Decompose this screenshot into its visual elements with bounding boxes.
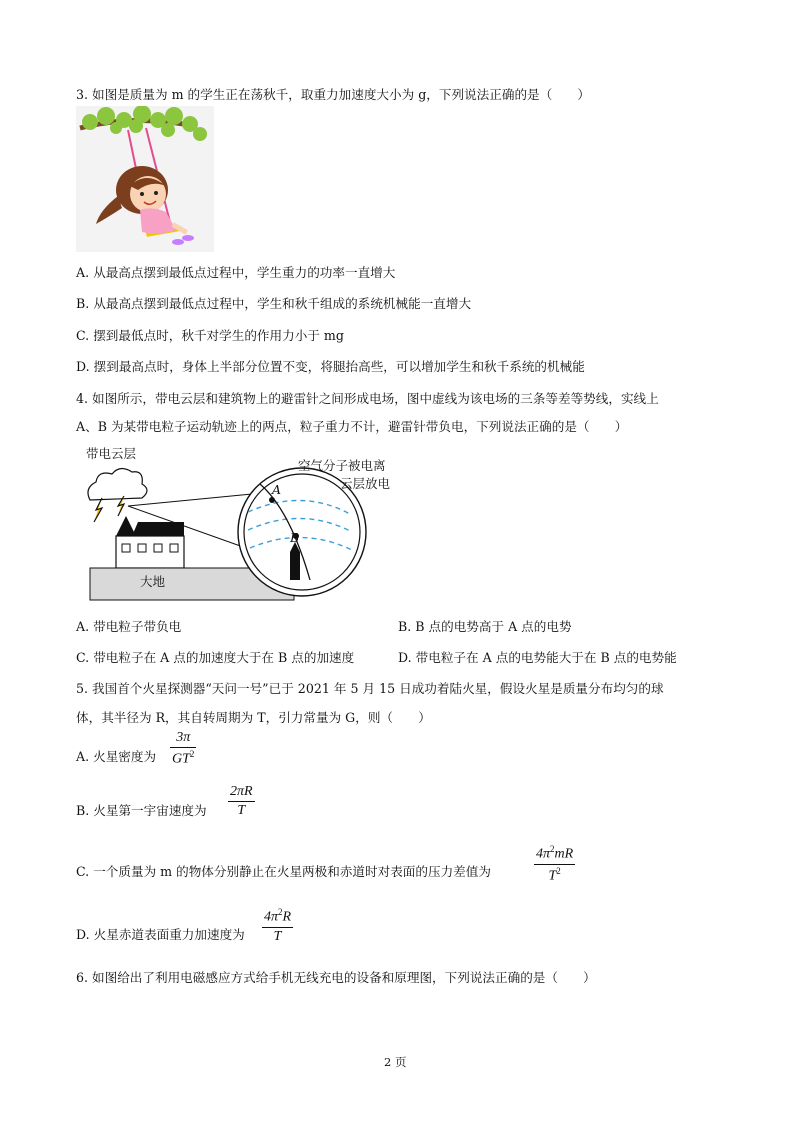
q5-option-a-text: A. 火星密度为 xyxy=(76,749,157,764)
swing-illustration xyxy=(76,106,214,252)
q5-option-c-fraction xyxy=(534,844,575,884)
q5-c-sup-den: 2 xyxy=(556,865,561,876)
q3-option-c: C. 摆到最低点时，秋千对学生的作用力小于 mg xyxy=(76,328,344,343)
q5-option-a-fraction xyxy=(170,730,196,768)
q5-c-sup-num: 2 xyxy=(550,844,555,854)
label-point-b: B xyxy=(290,530,300,545)
q4-option-b: B. B 点的电势高于 A 点的电势 xyxy=(398,619,572,634)
label-charged-cloud: 带电云层 xyxy=(86,446,137,461)
label-ground: 大地 xyxy=(140,574,166,589)
q5-stem-line1: 5. 我国首个火星探测器“天问一号”已于 2021 年 5 月 15 日成功着陆火星，假设火星是质量分布均匀的球 xyxy=(76,681,664,696)
q5-d-numerator-tail: R xyxy=(282,909,292,925)
label-ionized-air: 空气分子被电离 xyxy=(298,458,386,473)
q5-c-numerator-tail: mR xyxy=(554,846,574,862)
q5-option-d-fraction xyxy=(262,907,293,945)
q3-option-b: B. 从最高点摆到最低点过程中，学生和秋千组成的系统机械能一直增大 xyxy=(76,296,472,311)
q5-stem-line2: 体，其半径为 R，其自转周期为 T，引力常量为 G，则（ ） xyxy=(76,710,431,725)
q3-option-d: D. 摆到最高点时，身体上半部分位置不变，将腿抬高些，可以增加学生和秋千系统的机械能 xyxy=(76,359,585,374)
q4-stem-line1: 4. 如图所示，带电云层和建筑物上的避雷针之间形成电场，图中虚线为该电场的三条等差等势线，实线上 xyxy=(76,391,659,406)
q5-a-denominator: GT xyxy=(172,751,190,767)
q6-stem: 6. 如图给出了利用电磁感应方式给手机无线充电的设备和原理图，下列说法正确的是（ ） xyxy=(76,970,596,985)
q4-option-a: A. 带电粒子带负电 xyxy=(76,619,182,634)
q5-d-denominator: T xyxy=(273,928,282,944)
q5-d-numerator: 4π xyxy=(264,909,279,925)
q3-option-a: A. 从最高点摆到最低点过程中，学生重力的功率一直增大 xyxy=(76,265,396,280)
q5-d-sup-num: 2 xyxy=(278,907,283,917)
label-cloud-discharge: 云层放电 xyxy=(340,476,391,491)
q5-a-sup: 2 xyxy=(189,749,195,759)
q5-a-numerator: 3π xyxy=(176,730,191,745)
q5-option-b-text: B. 火星第一宇宙速度为 xyxy=(76,803,207,818)
q4-stem-line2: A、B 为某带电粒子运动轨迹上的两点，粒子重力不计，避雷针带负电，下列说法正确的是（ ） xyxy=(76,419,628,434)
q5-c-numerator: 4π xyxy=(536,846,551,862)
q5-b-numerator: 2πR xyxy=(230,784,253,799)
page-number: 2 页 xyxy=(384,1055,407,1069)
q5-option-c-text: C. 一个质量为 m 的物体分别静止在火星两极和赤道时对表面的压力差值为 xyxy=(76,864,491,879)
q5-b-denominator: T xyxy=(237,803,246,818)
q5-option-b-fraction xyxy=(228,784,255,819)
q3-stem: 3. 如图是质量为 m 的学生正在荡秋千，取重力加速度大小为 g，下列说法正确的是（ ） xyxy=(76,87,591,102)
q4-option-d: D. 带电粒子在 A 点的电势能大于在 B 点的电势能 xyxy=(398,650,677,665)
label-point-a: A xyxy=(272,482,282,497)
q5-option-d-text: D. 火星赤道表面重力加速度为 xyxy=(76,927,245,942)
q5-c-denominator: T xyxy=(548,868,557,884)
q4-option-c: C. 带电粒子在 A 点的加速度大于在 B 点的加速度 xyxy=(76,650,355,665)
